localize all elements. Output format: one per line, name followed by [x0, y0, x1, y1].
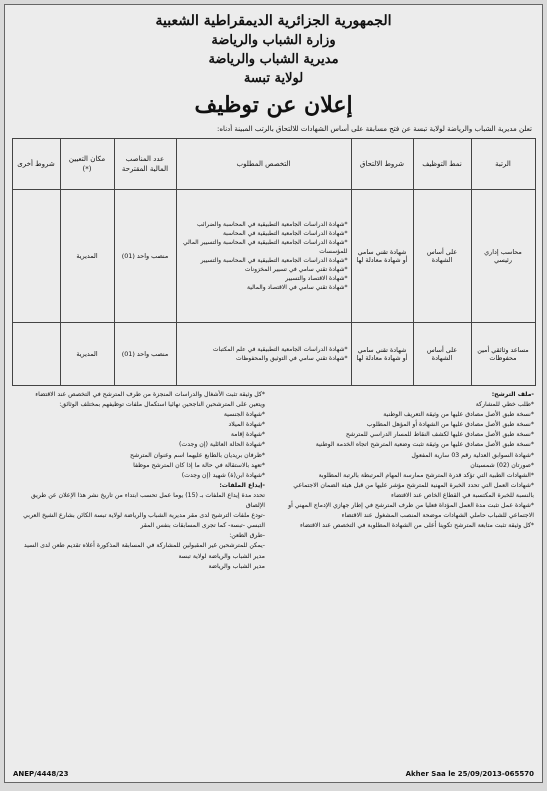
list-item: *شهادات العمل التي تحدد الخبرة المهنية للمترشح مؤشر عليها من قبل هيئة الضمان الاجتماعي بالنسبة للخبرة المكتسبة في القطاع الخاص عند الاقتضاء: [293, 481, 534, 499]
specialty-item: *شهادة الدراسات الجامعية التطبيقية في المحاسبة: [222, 230, 348, 237]
positions-table: [12, 138, 536, 386]
specialty-item: *شهادة الدراسات الجامعية التطبيقية في المحاسبة والتسيير المالي للمؤسسات: [183, 239, 348, 255]
header-mode: نمط التوظيف: [413, 139, 471, 190]
place-cell: المديرية: [60, 323, 114, 386]
publication-reference: Akher Saa le 25/09/2013-065570: [405, 770, 534, 778]
anep-reference: ANEP/4448/23: [13, 770, 69, 778]
list-item: *شهادة عمل تثبت مدة العمل المؤداة فعليا من طرف المترشح في إطار جهازي الإدماج المهني أو الاجتماعي للشباب حاملي الشهادات موضحة المنصب المشغول عند الاقتضاء: [288, 502, 534, 520]
list-item: -يمكن للمترشحين غير المقبولين للمشاركة في المسابقة المذكورة أعلاه تقديم طعن لدى السيد مدير الشباب والرياضة لولاية تبسة: [23, 542, 265, 560]
header-specialty: التخصص المطلوب: [176, 139, 351, 190]
republic-title: الجمهورية الجزائرية الديمقراطية الشعبية: [155, 13, 392, 29]
section-heading: -إيداع الملفات:: [219, 481, 265, 489]
list-item: *شهادة الميلاد: [228, 421, 265, 429]
list-item: *ظرفان بريديان بالطابع عليهما اسم وعنوان المترشح: [130, 451, 265, 459]
section-heading: -ملف الترشح:: [491, 391, 534, 398]
header-posts: عدد المناصب المالية المقترحة: [114, 139, 176, 190]
list-item: *نسخة طبق الأصل مصادق عليها من وثيقة تثبت وضعية المترشح اتجاه الخدمة الوطنية: [315, 441, 534, 449]
list-item: *شهادة السوابق العدلية رقم 03 سارية المفعول: [411, 451, 534, 459]
other-cell: [12, 190, 60, 323]
table-header-row: [12, 139, 535, 190]
list-item: *نسخة طبق الأصل مصادق عليها من وثيقة التعريف الوطنية: [383, 411, 534, 419]
specialty-item: *شهادة تقني سامي في تسيير المخزونات: [244, 266, 348, 273]
ministry-title: وزارة الشباب والرياضة: [211, 33, 336, 48]
specialty-cell: [176, 190, 351, 323]
grade-cell: مساعد وثائقي أمين محفوظات: [471, 323, 535, 386]
list-item: *شهادة الجنسية: [223, 411, 265, 419]
header-other: شروط أخرى: [12, 139, 60, 190]
header-grade: الرتبة: [471, 139, 535, 190]
list-item: -تودع ملفات الترشيح لدى مقر مديرية الشباب والرياضة لولاية تبسة الكائن بشارع الشيخ العربي التبسي -تبسة- كما تجرى المسابقات بنفس المقر: [23, 512, 265, 530]
table-row: [12, 323, 535, 386]
mode-cell: على أساس الشهادة: [413, 323, 471, 386]
header-conditions: شروط الالتحاق: [351, 139, 413, 190]
specialty-item: *شهادة الاقتصاد والتسيير: [285, 275, 348, 282]
specialty-item: *شهادة الدراسات الجامعية التطبيقية في علم المكتبات: [212, 346, 348, 353]
mode-cell: على أساس الشهادة: [413, 190, 471, 323]
footer: [13, 770, 534, 778]
list-item: *شهادة إقامة: [230, 431, 265, 439]
specialty-item: *شهادة الدراسات الجامعية التطبيقية في المحاسبة والتسيير: [200, 257, 348, 264]
list-item: *تعهد بالاستقالة في حالة ما إذا كان المترشح موظفا: [133, 461, 265, 469]
other-cell: [12, 323, 60, 386]
table-row: [12, 190, 535, 323]
list-item: *شهادة الحالة العائلية (إن وجدت): [179, 441, 265, 449]
specialty-item: *شهادة تقني سامي في التوثيق والمحفوظات: [236, 355, 348, 362]
list-item: -طرق الطعن:: [229, 532, 265, 540]
announcement-page: [4, 4, 543, 783]
header-place: مكان التعيين (*): [60, 139, 114, 190]
grade-cell: محاسب إداري رئيسي: [471, 190, 535, 323]
list-item: تحدد مدة إيداع الملفات بـ (15) يوما عمل تحسب ابتداء من تاريخ نشر هذا الإعلان عن طريق الإلصاق: [31, 491, 265, 510]
posts-cell: منصب واحد (01): [114, 323, 176, 386]
list-item: *كل وثيقة تثبت الأشغال والدراسات المنجزة من طرف المترشح في التخصص عند الاقتضاء: [35, 391, 265, 398]
posts-cell: منصب واحد (01): [114, 190, 176, 323]
list-item: *نسخة طبق الأصل مصادق عليها من الشهادة أو المؤهل المطلوب: [366, 421, 534, 429]
specialty-item: *شهادة تقني سامي في الاقتصاد والمالية: [247, 284, 348, 291]
conditions-cell: شهادة تقني سامي أو شهادة معادلة لها: [351, 323, 413, 386]
place-cell: المديرية: [60, 190, 114, 323]
specialty-item: *شهادة الدراسات الجامعية التطبيقية في المحاسبة والضرائب: [196, 221, 348, 228]
list-item: *شهادة ابن(ة) شهيد (إن وجدت): [181, 471, 265, 479]
list-item: *كل وثيقة تثبت متابعة المترشح تكوينا أعلى من الشهادة المطلوبة في التخصص عند الاقتضاء: [299, 522, 534, 530]
list-item: *صورتان (02) شمسيتان: [470, 461, 534, 469]
directorate-title: مديرية الشباب والرياضة: [208, 52, 339, 67]
list-item: ويتعين على المترشحين الناجحين نهائيا استكمال ملفات توظيفهم بمختلف الوثائق:: [59, 401, 265, 409]
specialty-cell: [176, 323, 351, 386]
announcement-title: إعلان عن توظيف: [194, 92, 353, 118]
list-item: مدير الشباب والرياضة: [208, 562, 265, 570]
document-header: [5, 11, 542, 120]
intro-text: تعلن مديرية الشباب والرياضة لولاية تبسة عن فتح مسابقة على أساس الشهادات للالتحاق بالرتب المبينة أدناه:: [217, 125, 532, 133]
conditions-cell: شهادة تقني سامي أو شهادة معادلة لها: [351, 190, 413, 323]
application-file-column: [282, 390, 534, 572]
list-item: *طلب خطي للمشاركة: [475, 401, 534, 409]
details-section: [5, 386, 542, 572]
province-title: لولاية تبسة: [243, 71, 304, 86]
list-item: *الشهادات الطبية التي تؤكد قدرة المترشح ممارسة المهام المرتبطة بالرتبة المطلوبة: [318, 471, 534, 479]
list-item: *نسخة طبق الأصل مصادق عليها لكشف النقاط للمسار الدراسي للمترشح: [345, 431, 534, 439]
submission-column: [13, 390, 265, 572]
